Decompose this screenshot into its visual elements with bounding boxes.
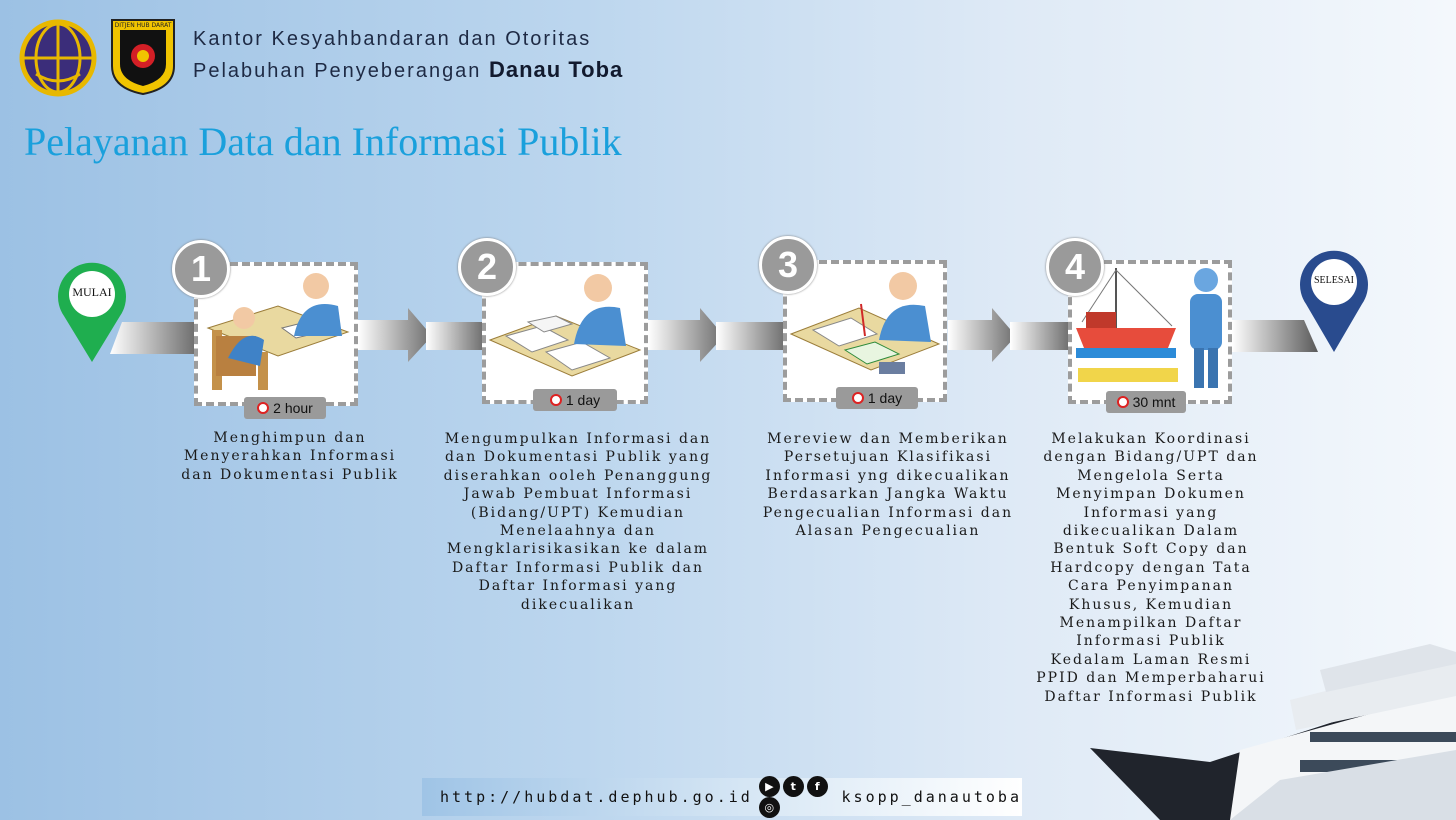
step-2-time-badge xyxy=(533,389,617,411)
step-4-time-badge xyxy=(1106,391,1186,413)
arrow-1 xyxy=(358,308,432,362)
page-title: Pelayanan Data dan Informasi Publik xyxy=(24,119,622,164)
footer-bar xyxy=(422,778,1022,816)
step-2-time: 1 day xyxy=(565,392,601,408)
clock-icon xyxy=(550,394,562,406)
band-3 xyxy=(716,322,786,350)
clock-icon xyxy=(1117,396,1129,408)
step-4-description: Melakukan Koordinasi dengan Bidang/UPT dan Mengelola Serta Menyimpan Dokumen Informasi yang dikecualikan Dalam Bentuk Soft Copy dan Hardcopy dengan Tata Cara Penyimpanan Khusus, Kemudian Menampilkan Daftar Informasi Publik Kedalam Laman Resmi PPID dan Memperbaharui Daftar Informasi Publik xyxy=(1036,431,1266,705)
step-3-time: 1 day xyxy=(867,390,903,406)
step-2-number: 2 xyxy=(458,238,516,296)
end-pin xyxy=(1298,246,1370,356)
facebook-icon[interactable]: f xyxy=(807,776,828,797)
step-4-time: 30 mnt xyxy=(1132,394,1176,410)
band-2 xyxy=(426,322,484,350)
step-1-time-badge xyxy=(244,397,326,419)
person-with-documents-icon xyxy=(486,266,644,400)
social-icons xyxy=(759,776,842,818)
social-handle: ksopp_danautoba xyxy=(841,788,1022,806)
step-1-time: 2 hour xyxy=(273,400,313,416)
start-pin xyxy=(56,258,128,366)
step-3-number: 3 xyxy=(759,236,817,294)
youtube-icon[interactable]: ▶ xyxy=(759,776,780,797)
website-link[interactable]: http://hubdat.dephub.go.id xyxy=(440,788,753,806)
clock-icon xyxy=(257,402,269,414)
end-label: SELESAI xyxy=(1314,275,1354,286)
logo-text: DITJEN HUB DARAT xyxy=(114,22,172,29)
org-name-line1: Kantor Kesyahbandaran dan Otoritas xyxy=(193,28,592,50)
step-2-description: Mengumpulkan Informasi dan dan Dokumentasi Publik yang diserahkan ooleh Penanggung Jawab Pembuat Informasi (Bidang/UPT) Kemudian Menelaahnya dan Mengklarisikasikan ke dalam Daftar Informasi Publik dan Daftar Informasi yang dikecualikan xyxy=(443,431,713,613)
step-1-number: 1 xyxy=(172,240,230,298)
start-label: MULAI xyxy=(72,285,112,299)
person-reviewing-papers-icon xyxy=(787,264,943,398)
arrow-2 xyxy=(648,308,724,362)
instagram-icon[interactable]: ◎ xyxy=(759,797,780,818)
ferry-ship-image xyxy=(1090,630,1456,820)
step-3-description: Mereview dan Memberikan Persetujuan Klasifikasi Informasi yng dikecualikan Berdasarkan Jangka Waktu Pengecualian Informasi dan Alasan Pengecualian xyxy=(762,431,1014,540)
org-name-prefix: Pelabuhan Penyeberangan xyxy=(193,60,482,82)
step-1-description: Menghimpun dan Menyerahkan Informasi dan Dokumentasi Publik xyxy=(181,430,399,483)
org-name-bold: Danau Toba xyxy=(489,57,624,82)
clock-icon xyxy=(852,392,864,404)
step-3-time-badge xyxy=(836,387,918,409)
step-4-number: 4 xyxy=(1046,238,1104,296)
arrow-3 xyxy=(948,308,1016,362)
band-4 xyxy=(1010,322,1070,350)
twitter-icon[interactable]: t xyxy=(783,776,804,797)
